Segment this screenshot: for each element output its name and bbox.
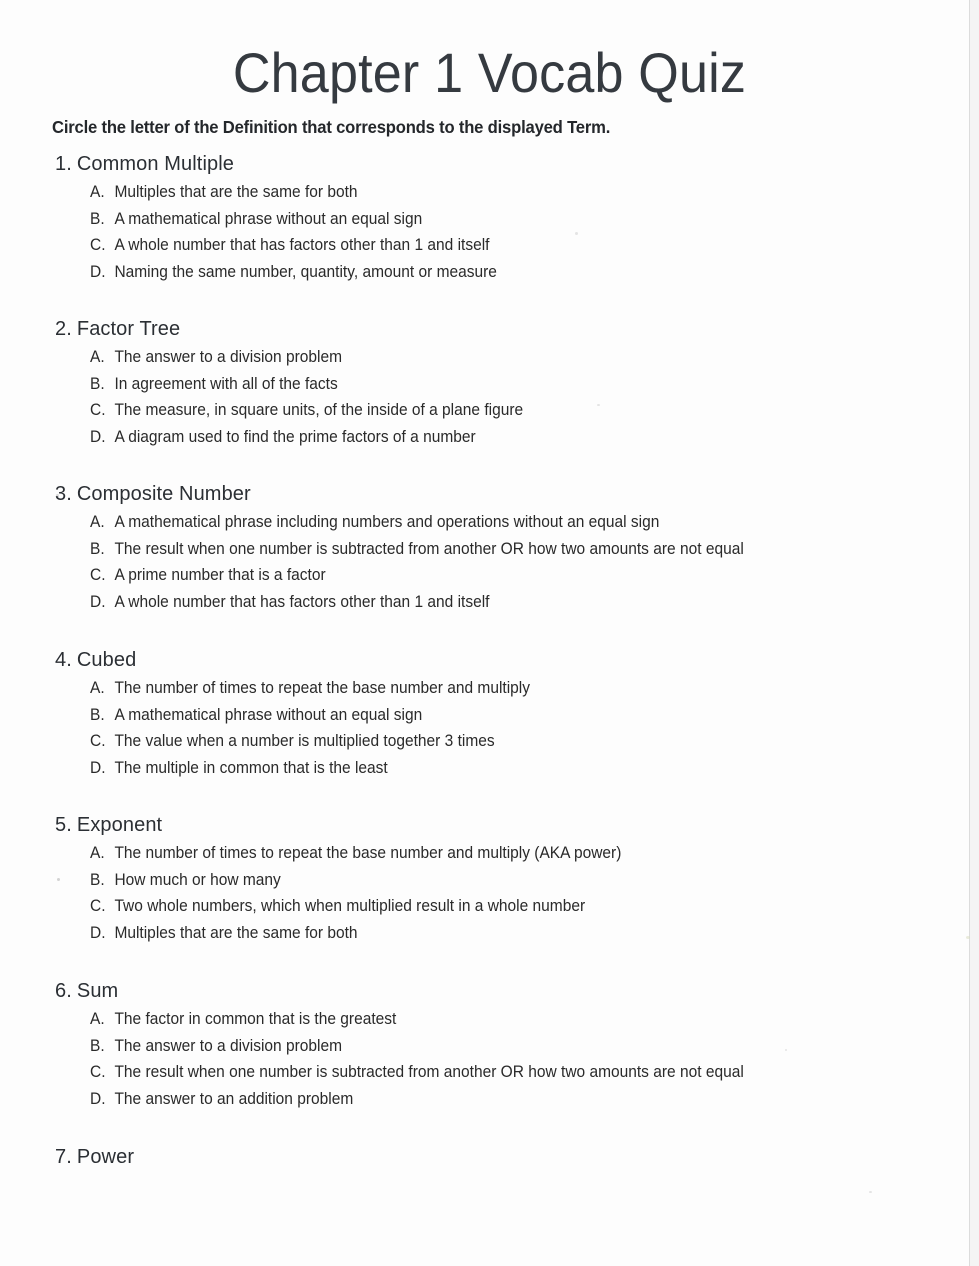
page-edge-gutter — [970, 0, 979, 1266]
scan-speck — [57, 878, 60, 881]
option-letter: D. — [90, 923, 106, 942]
option-row[interactable] — [90, 893, 585, 919]
option-row[interactable] — [90, 755, 388, 781]
option-row[interactable] — [90, 206, 422, 232]
option-text: The answer to an addition problem — [114, 1089, 354, 1108]
option-row[interactable] — [90, 867, 281, 893]
question-number: 3. — [55, 483, 72, 505]
option-letter: B. — [90, 539, 105, 558]
option-row[interactable] — [90, 536, 744, 562]
option-row[interactable] — [90, 259, 497, 285]
option-text: A diagram used to find the prime factors of a number — [114, 427, 476, 446]
option-text: Naming the same number, quantity, amount or measure — [114, 262, 497, 281]
scan-speck — [869, 1191, 872, 1193]
option-text: The number of times to repeat the base number and multiply (AKA power) — [114, 844, 622, 862]
option-letter: D. — [90, 427, 106, 446]
question-number: 1. — [55, 153, 72, 175]
option-row[interactable] — [90, 920, 358, 946]
question-heading — [55, 482, 251, 507]
option-letter: B. — [90, 209, 105, 228]
option-text: The answer to a division problem — [114, 348, 343, 366]
option-text: Multiples that are the same for both — [114, 923, 358, 942]
option-text: The number of times to repeat the base number and multiply — [114, 679, 530, 697]
option-row[interactable] — [90, 344, 342, 370]
question-heading — [55, 813, 162, 838]
option-letter: C. — [90, 732, 106, 750]
option-letter: B. — [90, 1036, 105, 1055]
option-text: A mathematical phrase without an equal sign — [114, 209, 423, 228]
option-text: In agreement with all of the facts — [114, 374, 338, 393]
question-heading — [55, 648, 136, 673]
question-term: Power — [76, 1146, 135, 1168]
option-text: A mathematical phrase without an equal sign — [114, 705, 423, 724]
question-heading — [55, 317, 180, 342]
option-text: How much or how many — [114, 870, 281, 889]
option-letter: B. — [90, 374, 105, 393]
option-letter: C. — [90, 236, 106, 254]
scan-speck — [785, 1049, 787, 1051]
option-text: The result when one number is subtracted from another OR how two amounts are not equal — [114, 539, 744, 558]
option-row[interactable] — [90, 179, 358, 205]
option-letter: C. — [90, 401, 106, 419]
option-letter: C. — [90, 1063, 106, 1081]
question-term: Exponent — [76, 814, 163, 836]
question-number: 2. — [55, 318, 72, 340]
option-text: A whole number that has factors other than 1 and itself — [114, 592, 490, 611]
option-row[interactable] — [90, 509, 659, 535]
option-letter: A. — [90, 513, 105, 531]
option-letter: D. — [90, 262, 106, 281]
scan-speck — [966, 936, 970, 939]
option-text: The result when one number is subtracted from another OR how two amounts are not equal — [114, 1063, 744, 1081]
option-row[interactable] — [90, 371, 338, 397]
option-letter: C. — [90, 897, 106, 915]
option-letter: A. — [90, 1010, 105, 1028]
option-text: The answer to a division problem — [114, 1036, 343, 1055]
question-term: Factor Tree — [76, 318, 181, 340]
option-row[interactable] — [90, 840, 621, 866]
option-letter: A. — [90, 844, 105, 862]
option-text: The multiple in common that is the least — [114, 758, 388, 777]
question-heading — [55, 152, 234, 177]
option-row[interactable] — [90, 589, 490, 615]
page-title: Chapter 1 Vocab Quiz — [232, 41, 747, 104]
option-text: A prime number that is a factor — [114, 566, 326, 584]
option-text: A whole number that has factors other than 1 and itself — [114, 236, 490, 254]
question-number: 6. — [55, 980, 72, 1002]
scan-speck — [575, 232, 578, 235]
option-letter: A. — [90, 348, 105, 366]
option-row[interactable] — [90, 562, 326, 588]
option-row[interactable] — [90, 1033, 342, 1059]
option-row[interactable] — [90, 232, 490, 258]
option-row[interactable] — [90, 702, 422, 728]
scan-speck — [597, 404, 600, 406]
question-term: Sum — [76, 980, 119, 1002]
question-number: 7. — [55, 1146, 72, 1168]
option-row[interactable] — [90, 675, 530, 701]
option-row[interactable] — [90, 1006, 396, 1032]
option-letter: A. — [90, 183, 105, 201]
question-term: Cubed — [76, 649, 137, 671]
option-text: The factor in common that is the greatest — [114, 1010, 397, 1028]
option-text: The measure, in square units, of the inside of a plane figure — [114, 401, 524, 419]
option-row[interactable] — [90, 728, 495, 754]
question-term: Composite Number — [76, 483, 251, 505]
option-letter: B. — [90, 705, 105, 724]
question-heading — [55, 979, 118, 1004]
option-row[interactable] — [90, 397, 523, 423]
option-letter: B. — [90, 870, 105, 889]
question-heading — [55, 1145, 134, 1170]
option-text: Two whole numbers, which when multiplied result in a whole number — [114, 897, 586, 915]
question-term: Common Multiple — [76, 153, 234, 175]
option-letter: D. — [90, 592, 106, 611]
question-number: 5. — [55, 814, 72, 836]
option-letter: D. — [90, 1089, 106, 1108]
option-row[interactable] — [90, 1086, 353, 1112]
option-row[interactable] — [90, 424, 476, 450]
question-number: 4. — [55, 649, 72, 671]
option-letter: A. — [90, 679, 105, 697]
option-text: Multiples that are the same for both — [114, 183, 358, 201]
option-text: A mathematical phrase including numbers and operations without an equal sign — [114, 513, 660, 531]
option-row[interactable] — [90, 1059, 744, 1085]
instruction-line: Circle the letter of the Definition that corresponds to the displayed Term. — [52, 117, 611, 137]
option-letter: C. — [90, 566, 106, 584]
option-letter: D. — [90, 758, 106, 777]
option-text: The value when a number is multiplied together 3 times — [114, 732, 495, 750]
